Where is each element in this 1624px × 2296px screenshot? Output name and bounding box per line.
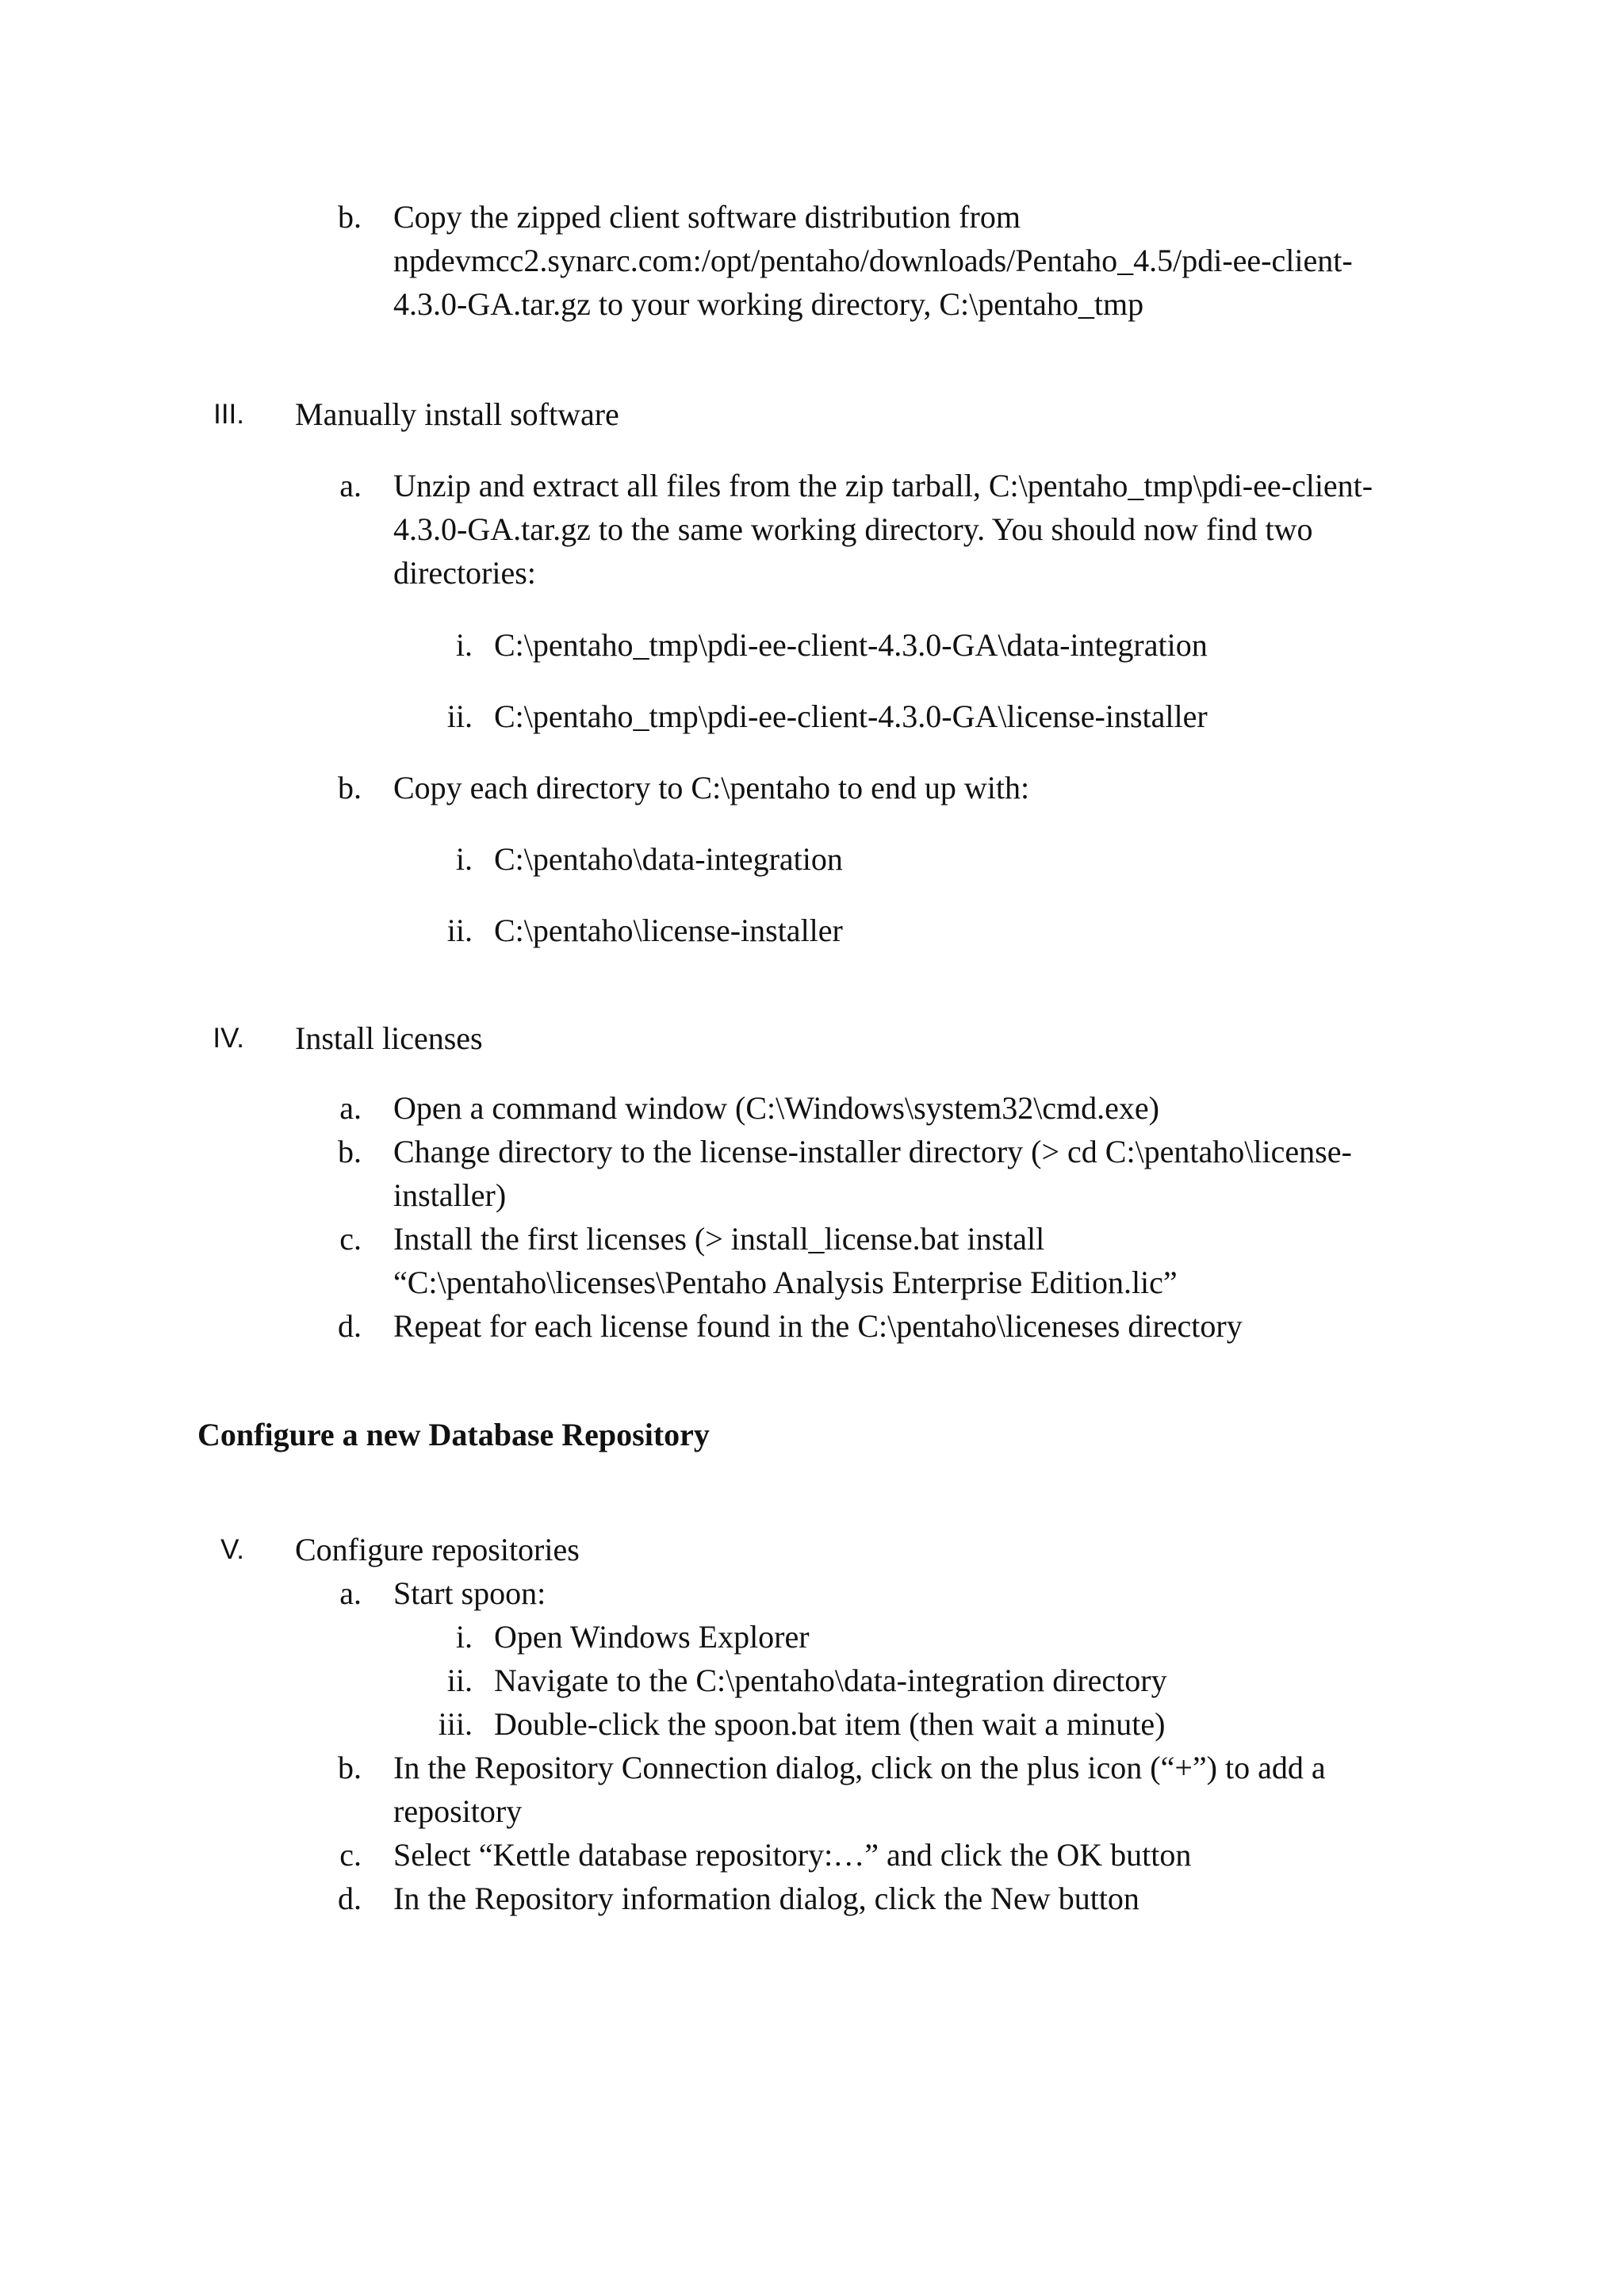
- list-label: i.: [455, 841, 473, 877]
- list-label: ii.: [446, 913, 473, 948]
- list-label: d.: [338, 1308, 362, 1344]
- list-text: Open Windows Explorer: [494, 1619, 810, 1655]
- list-text: C:\pentaho\license-installer: [494, 913, 843, 948]
- list-label: ii.: [446, 698, 473, 734]
- list-label: b.: [338, 770, 362, 806]
- list-label: b.: [338, 1750, 362, 1785]
- list-label: i.: [455, 627, 473, 663]
- list-text: Select “Kettle database repository:…” and click the OK button: [393, 1837, 1192, 1873]
- list-label: i.: [455, 1619, 473, 1655]
- section-label: IV.: [213, 1023, 244, 1054]
- list-label: iii.: [438, 1706, 473, 1742]
- section-title: Manually install software: [295, 396, 619, 432]
- list-label: c.: [339, 1837, 362, 1873]
- list-text: Change directory to the license-installer directory (> cd C:\pentaho\license- installer): [393, 1134, 1352, 1213]
- section-heading: Configure a new Database Repository: [197, 1417, 710, 1452]
- list-text: Copy the zipped client software distribution from npdevmcc2.synarc.com:/opt/pentaho/downloads/Pentaho_4.5/pdi-ee-client- 4.3.0-GA.tar.gz to your working directory, C:\pentaho_tmp: [393, 199, 1353, 322]
- list-label: a.: [339, 468, 362, 503]
- list-text: Unzip and extract all files from the zip tarball, C:\pentaho_tmp\pdi-ee-client- 4.3.0-GA.tar.gz to the same working directory. You should now find two directories:: [393, 468, 1373, 591]
- list-text: Repeat for each license found in the C:\pentaho\liceneses directory: [393, 1308, 1243, 1344]
- list-label: b.: [338, 1134, 362, 1169]
- list-text: Open a command window (C:\Windows\system32\cmd.exe): [393, 1090, 1159, 1126]
- list-text: Double-click the spoon.bat item (then wait a minute): [494, 1706, 1166, 1742]
- list-label: c.: [339, 1221, 362, 1257]
- section-title: Install licenses: [295, 1020, 483, 1056]
- list-label: a.: [339, 1575, 362, 1611]
- list-text: Copy each directory to C:\pentaho to end up with:: [393, 770, 1030, 806]
- list-text: In the Repository information dialog, click the New button: [393, 1881, 1139, 1916]
- list-text: Start spoon:: [393, 1575, 546, 1611]
- list-label: d.: [338, 1881, 362, 1916]
- section-title: Configure repositories: [295, 1532, 580, 1567]
- section-label: V.: [220, 1534, 244, 1565]
- list-text: In the Repository Connection dialog, click on the plus icon (“+”) to add a repository: [393, 1750, 1326, 1829]
- section-label: III.: [213, 399, 244, 430]
- list-text: C:\pentaho_tmp\pdi-ee-client-4.3.0-GA\data-integration: [494, 627, 1208, 663]
- list-label: b.: [338, 199, 362, 235]
- list-text: C:\pentaho_tmp\pdi-ee-client-4.3.0-GA\license-installer: [494, 698, 1208, 734]
- list-label: a.: [339, 1090, 362, 1126]
- list-label: ii.: [446, 1663, 473, 1698]
- list-text: Navigate to the C:\pentaho\data-integration directory: [494, 1663, 1167, 1698]
- list-text: Install the first licenses (> install_license.bat install “C:\pentaho\licenses\Pentaho Analysis Enterprise Edition.lic”: [393, 1221, 1178, 1300]
- list-text: C:\pentaho\data-integration: [494, 841, 843, 877]
